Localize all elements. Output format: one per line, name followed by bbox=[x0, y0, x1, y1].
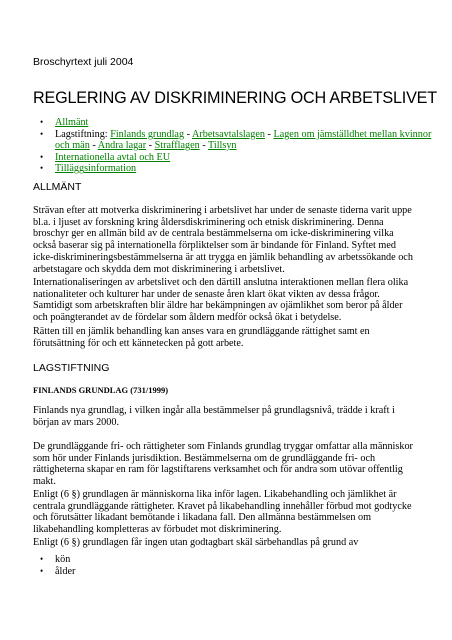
toc-separator: - bbox=[264, 128, 274, 140]
toc-item-allmant bbox=[33, 117, 433, 129]
grundlag-paragraph-4: Enligt (6 §) grundlagen får ingen utan godtagbart skäl särbehandlas på grund av bbox=[33, 537, 359, 548]
allmant-paragraph-3: Rätten till en jämlik behandling kan anses vara en grundläggande rättighet samt en förutsättning för och ett kännetecken på gott arbete. bbox=[33, 326, 370, 349]
toc-lagstiftning-label: Lagstiftning: bbox=[55, 128, 111, 140]
allmant-paragraph-1: Strävan efter att motverka diskriminering i arbetslivet har under de senaste tiderna varit uppe bl.a. i ljuset av forskning kring åldersdiskriminering och etnisk diskriminering. Denna broschyr ger en allmän bild av de centrala bestämmelserna om icke-diskriminering vilka också baserar sig på internationella förpliktelser som är bindande för Finland. Syftet med icke-diskrimineringsbestämmelserna är att trygga en jämlik behandling av arbetssökande och arbetstagare och skydda dem mot diskriminering i arbetslivet. bbox=[33, 205, 413, 275]
toc-item-lagstiftning bbox=[33, 129, 433, 152]
toc-separator: - bbox=[146, 140, 155, 152]
toc-link-finlands-grundlag[interactable]: Finlands grundlag bbox=[110, 128, 185, 140]
page-title: REGLERING AV DISKRIMINERING OCH ARBETSLIVET bbox=[33, 89, 437, 107]
list-item: • ålder bbox=[33, 566, 75, 578]
toc-link-jamstalldhet[interactable]: Lagen om jämställdhet mellan kvinnor och män bbox=[55, 128, 432, 152]
toc-link-tillaggsinformation[interactable]: Tilläggsinformation bbox=[55, 163, 137, 175]
toc-link-allmant[interactable]: Allmänt bbox=[55, 117, 89, 128]
allmant-paragraph-2: Internationaliseringen av arbetslivet och den därtill anslutna interaktionen mellan flera olika nationaliteter och kulturer har under de senaste åren klart ökat vikten av dessa frågor. Samtidigt som arbetskraften blir äldre har bekämpningen av ojämlikhet som beror på ålder och poängterandet av de fördelar som åldern medför också ökat i betydelse. bbox=[33, 277, 409, 324]
list-item: • kön bbox=[33, 554, 75, 566]
toc-link-andra-lagar[interactable]: Andra lagar bbox=[97, 140, 147, 152]
grounds-list bbox=[33, 554, 75, 578]
toc-link-internationella[interactable]: Internationella avtal och EU bbox=[55, 151, 171, 163]
toc-link-strafflagen[interactable]: Strafflagen bbox=[154, 140, 200, 152]
toc-separator: - bbox=[199, 140, 208, 152]
section-heading-lagstiftning: LAGSTIFTNING bbox=[33, 362, 110, 374]
toc-item-internationella bbox=[33, 152, 433, 164]
subheading-finlands-grundlag: FINLANDS GRUNDLAG (731/1999) bbox=[33, 385, 169, 395]
toc-item-tillaggsinformation bbox=[33, 163, 433, 175]
grundlag-paragraph-2: De grundläggande fri- och rättigheter som Finlands grundlag tryggar omfattar alla människor som hör under Finlands jurisdiktion. Bestämmelserna om de grundläggande fri- och rättigheterna skapar en ram för lagstiftarens verksamhet och för andra som utövar offentlig makt. bbox=[33, 441, 413, 488]
toc-separator: - bbox=[89, 140, 98, 152]
document-kicker: Broschyrtext juli 2004 bbox=[33, 56, 134, 68]
toc-link-arbetsavtalslagen[interactable]: Arbetsavtalslagen bbox=[191, 128, 265, 140]
toc-link-tillsyn[interactable]: Tillsyn bbox=[208, 140, 237, 152]
grundlag-paragraph-3: Enligt (6 §) grundlagen är människorna lika inför lagen. Likabehandling och jämlikhet är centrala grundläggande rättigheter. Kravet på likabehandling innehåller förbud mot godtycke och förutsätter likadant bemötande i likadana fall. Den allmänna bestämmelsen om likabehandling kompletteras av förbudet mot diskriminering. bbox=[33, 489, 412, 536]
section-heading-allmant: ALLMÄNT bbox=[33, 181, 82, 193]
table-of-contents bbox=[33, 117, 433, 175]
grundlag-paragraph-1: Finlands nya grundlag, i vilken ingår alla bestämmelser på grundlagsnivå, trädde i kraft i början av mars 2000. bbox=[33, 405, 395, 428]
toc-separator: - bbox=[184, 128, 192, 140]
